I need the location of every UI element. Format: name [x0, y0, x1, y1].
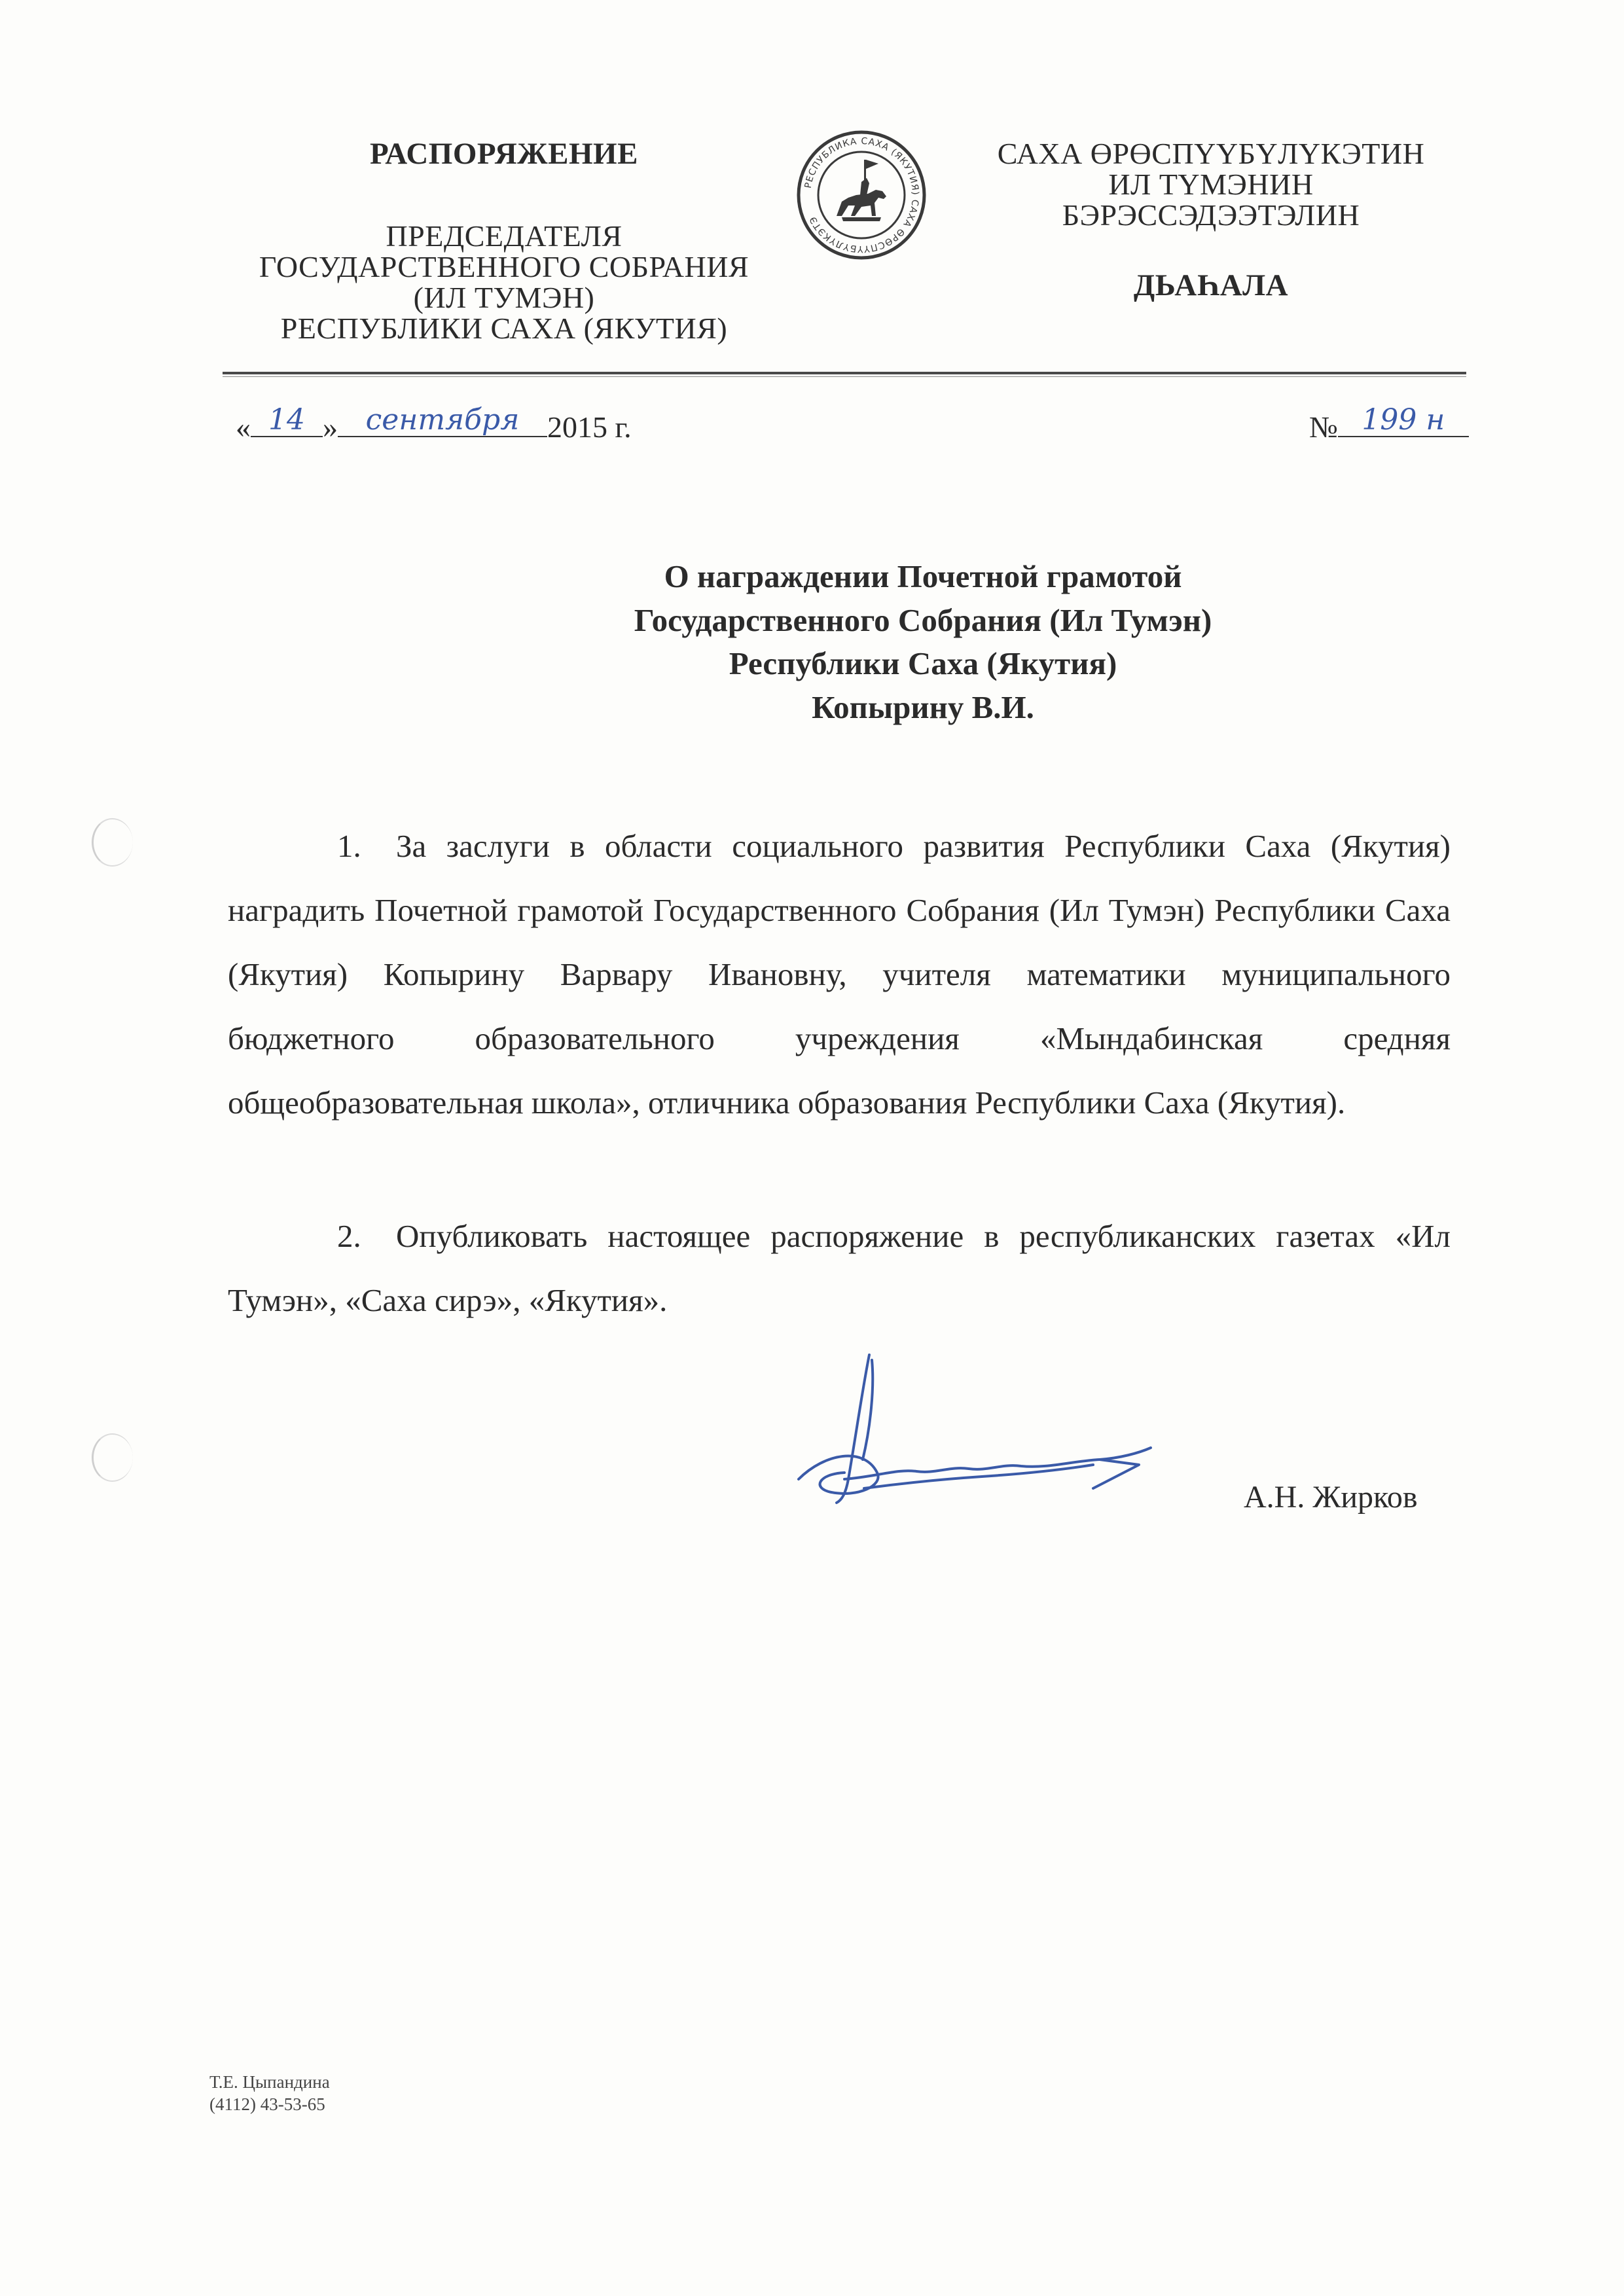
item-text: Опубликовать настоящее распоряжение в республиканских газетах «Ил Тумэн», «Саха сирэ», «Якутия». [228, 1218, 1451, 1318]
rider-icon [837, 160, 886, 221]
date-open-quote: « [236, 410, 251, 444]
subject-line: Государственного Собрания (Ил Тумэн) [634, 601, 1212, 638]
subject-line: Копырину В.И. [812, 689, 1034, 725]
item-number: 1. [337, 828, 361, 864]
document-date [236, 403, 632, 444]
body-item-1 [228, 814, 1451, 1135]
signatory-name: А.Н. Жирков [1244, 1480, 1418, 1515]
document-type-title: РАСПОРЯЖЕНИЕ [370, 137, 638, 171]
date-month-handwritten: сентября [365, 403, 520, 437]
item-text: За заслуги в области социального развития Республики Саха (Якутия) наградить Почетной грамотой Государственного Собрания (Ил Тумэн) Республики Саха (Якутия) Копырину Варвару Ивановну, учителя математики муниципального бюджетного образовательного учреждения «Мындабинская средняя общеобразовательная школа», отличника образования Республики Саха (Якутия). [228, 828, 1451, 1121]
header-right-line: БЭРЭССЭДЭЭТЭЛИН [1062, 198, 1360, 232]
document-subject [367, 555, 1479, 730]
subject-line: Республики Саха (Якутия) [729, 645, 1117, 682]
document-number [1309, 403, 1469, 444]
number-prefix: № [1309, 410, 1338, 444]
executor-name: Т.Е. Цыпандина [209, 2072, 330, 2092]
date-day-handwritten: 14 [268, 403, 305, 437]
number-field [1338, 403, 1469, 437]
emblem-ring-text: РЕСПУБЛИКА САХА (ЯКУТИЯ) САХА ӨРӨСПҮҮБҮЛҮКЭТЭ [803, 135, 921, 255]
header-left-line: (ИЛ ТУМЭН) [413, 280, 595, 314]
header-divider-thin [223, 376, 1466, 377]
number-handwritten: 199 н [1362, 403, 1445, 437]
coat-of-arms-emblem [796, 118, 927, 268]
date-day-field [251, 403, 323, 437]
date-close-quote: » [323, 410, 338, 444]
header-left-line: ГОСУДАРСТВЕННОГО СОБРАНИЯ [259, 249, 749, 283]
header-right-block [975, 139, 1447, 302]
date-month-field [338, 403, 547, 437]
header-left-line: ПРЕДСЕДАТЕЛЯ [386, 219, 623, 253]
handwritten-signature [785, 1348, 1159, 1518]
document-type-title-sakha: ДЬАҺАЛА [1133, 268, 1289, 302]
hole-punch-mark [92, 818, 133, 867]
header-left-block [216, 139, 792, 344]
header-right-line: ИЛ ТҮМЭНИН [1108, 167, 1314, 201]
executor-phone: (4112) 43-53-65 [209, 2094, 325, 2114]
body-item-2 [228, 1204, 1451, 1333]
date-year: 2015 г. [547, 410, 632, 444]
subject-line: О награждении Почетной грамотой [664, 558, 1182, 594]
item-number: 2. [337, 1218, 361, 1254]
header-divider [223, 372, 1466, 374]
header-left-line: РЕСПУБЛИКИ САХА (ЯКУТИЯ) [280, 311, 728, 345]
hole-punch-mark [92, 1433, 133, 1482]
executor-info [209, 2072, 330, 2116]
header-right-line: САХА ӨРӨСПҮҮБҮЛҮКЭТИН [997, 137, 1425, 170]
